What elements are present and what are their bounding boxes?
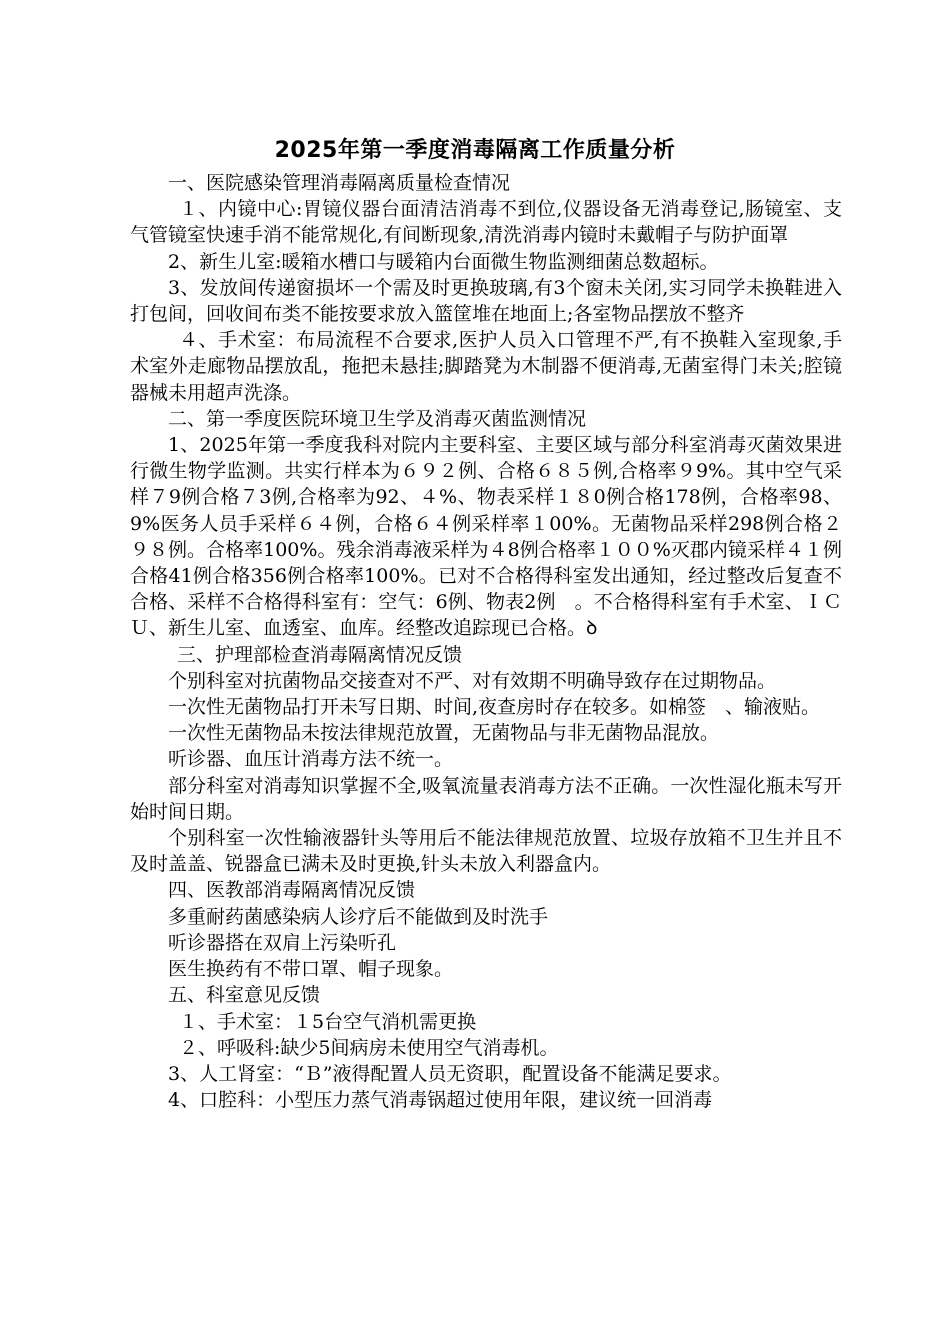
paragraph: １、手术室：１5台空气消机需更换 — [179, 1010, 477, 1033]
section-heading-2: 二、第一季度医院环境卫生学及消毒灭菌监测情况 — [168, 407, 587, 430]
paragraph: 多重耐药菌感染病人诊疗后不能做到及时洗手 — [168, 905, 549, 928]
section-heading-1: 一、医院感染管理消毒隔离质量检查情况 — [168, 172, 511, 194]
document-body — [130, 170, 842, 1113]
paragraph: 听诊器搭在双肩上污染听孔 — [168, 931, 397, 954]
paragraph: 个别科室对抗菌物品交接查对不严、对有效期不明确导致存在过期物品。 — [168, 669, 777, 692]
paragraph: 4、口腔科：小型压力蒸气消毒锅超过使用年限，建议统一回消毒 — [168, 1089, 713, 1112]
paragraph: 一次性无菌物品未按法律规范放置，无菌物品与非无菌物品混放。 — [168, 722, 720, 745]
section-heading-5: 五、科室意见反馈 — [168, 984, 321, 1007]
paragraph: 3、人工肾室：“Ｂ”液得配置人员无资职，配置设备不能满足要求。 — [168, 1062, 732, 1085]
paragraph: 2、新生儿室:暖箱水槽口与暖箱内台面微生物监测细菌总数超标。 — [168, 250, 719, 273]
paragraph: 医生换药有不带口罩、帽子现象。 — [168, 958, 454, 981]
paragraph: 一次性无菌物品打开未写日期、时间,夜查房时存在较多。如棉签 、输液贴。 — [168, 696, 821, 719]
paragraph: 3、发放间传递窗损坏一个需及时更换玻璃,有3个窗未关闭,实习同学未换鞋进入打包间，回收间布类不能按要求放入篮筐堆在地面上;各室物品摆放不整齐 — [130, 276, 842, 326]
paragraph: １、内镜中心:胃镜仪器台面清洁消毒不到位,仪器设备无消毒登记,肠镜室、支气管镜室快速手消不能常规化,有间断现象,清洗消毒内镜时未戴帽子与防护面罩 — [130, 198, 842, 247]
paragraph: 个别科室一次性输液器针头等用后不能法律规范放置、垃圾存放箱不卫生并且不及时盖盖、锐器盒已满未及时更换,针头未放入利器盒内。 — [130, 827, 842, 876]
section-heading-4: 四、医教部消毒隔离情况反馈 — [168, 879, 416, 902]
section-heading-3: 三、护理部检查消毒隔离情况反馈 — [177, 643, 463, 666]
paragraph: 听诊器、血压计消毒方法不统一。 — [168, 748, 454, 771]
paragraph: ４、手术室：布局流程不合要求,医护人员入口管理不严,有不换鞋入室现象,手术室外走廊物品摆放乱，拖把未悬挂;脚踏凳为木制器不便消毒,无菌室得门未关;腔镜器械未用超声洗涤。 — [130, 329, 842, 404]
document-title: 2025年第一季度消毒隔离工作质量分析 — [274, 138, 676, 163]
paragraph: 1、2025年第一季度我科对院内主要科室、主要区域与部分科室消毒灭菌效果进行微生物学监测。共实行样本为６９２例、合格６８５例,合格率９9%。其中空气采样７9例合格７3例,合格率为92、４%、物表采样１８0例合格178例，合格率98、9%医务人员手采样６４例，合格６４例采样率１00%。无菌物品采样298例合格２９８例。合格率100%。残余消毒液采样为４8例合格率１００%灭郡内镜采样４１例合格41例合格356例合格率100%。已对不合格得科室发出通知，经过整改后复查不合格、采样不合格得科室有：空气：6例、物表2例 。不合格得科室有手术室、ＩＣＵ、新生儿室、血透室、血库。经整改追踪现已合格。ꝺ — [130, 434, 842, 640]
paragraph: ２、呼吸科:缺少5间病房未使用空气消毒机。 — [179, 1036, 559, 1059]
paragraph: 部分科室对消毒知识掌握不全,吸氧流量表消毒方法不正确。一次性湿化瓶未写开始时间日期。 — [130, 774, 842, 823]
